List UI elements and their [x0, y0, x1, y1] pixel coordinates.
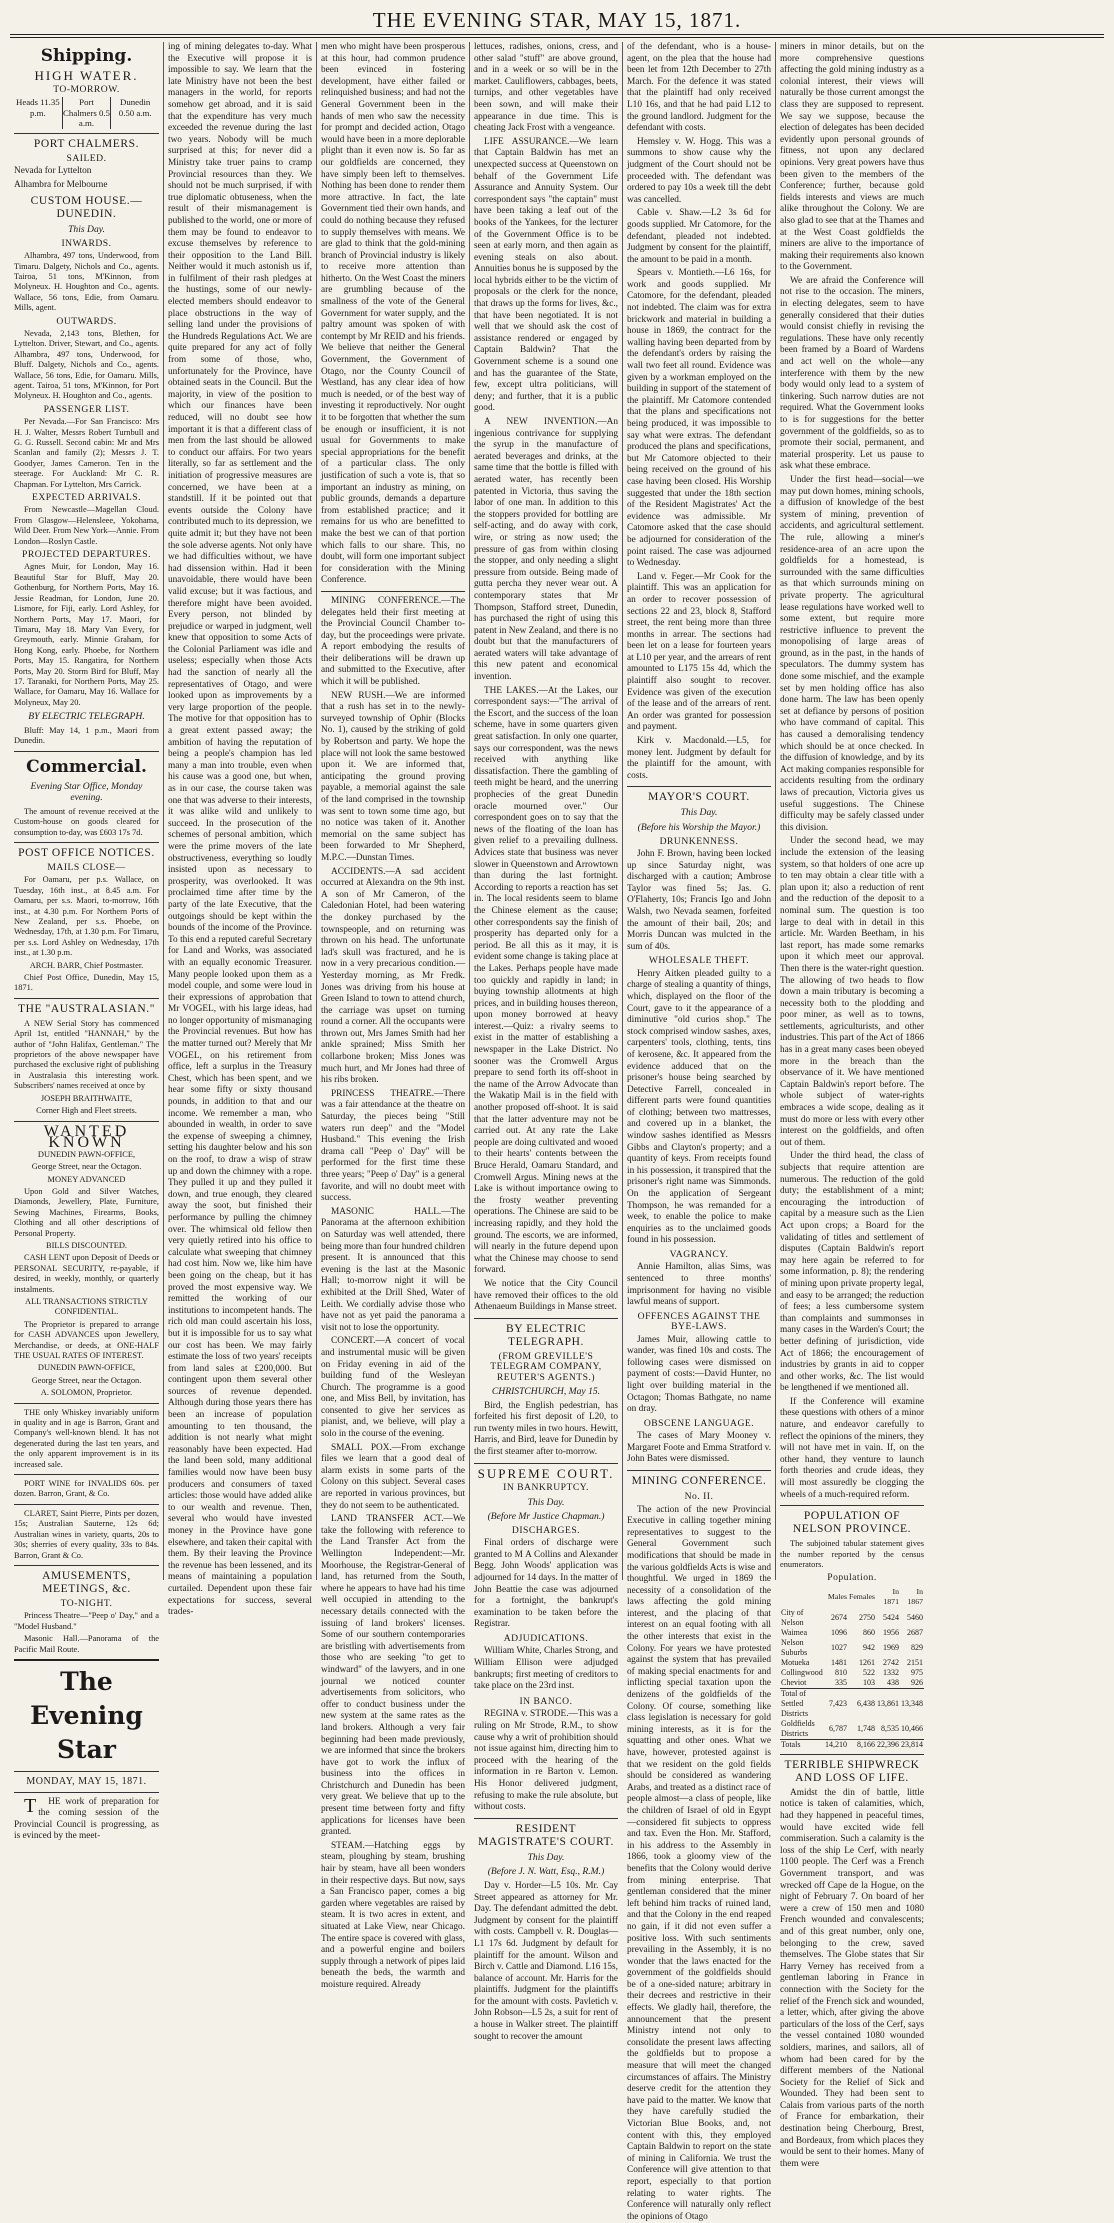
table-cell: 1027 [830, 1642, 847, 1652]
this-day-label: This Day. [680, 807, 718, 819]
table-cell: Collingwood [781, 1667, 823, 1677]
high-water-heading: HIGH WATER. [34, 68, 139, 83]
sailed-entry: Nevada for Lyttelton [14, 165, 92, 176]
christchurch-dateline: CHRISTCHURCH, May 15. [491, 1385, 601, 1397]
table-cell: 6,787 [828, 1723, 847, 1733]
vagrancy-label: VAGRANCY. [669, 1249, 729, 1260]
commercial-office: Evening Star Office, Monday evening. [30, 780, 143, 804]
sailed-label: SAILED. [66, 152, 107, 164]
table-cell: 22,396 [876, 1739, 899, 1749]
table-cell: 2674 [830, 1612, 847, 1622]
table-cell: 23,814 [901, 1739, 923, 1749]
table-cell: 810 [834, 1667, 847, 1677]
bills-discounted: BILLS DISCOUNTED. [46, 1240, 127, 1250]
population-heading: POPULATION OF NELSON PROVINCE. [792, 1510, 912, 1536]
table-row [780, 1658, 924, 1668]
pawn-signature: A. SOLOMON, Proprietor. [40, 1388, 133, 1398]
city-council-note: We notice that the City Council have removed their offices to the old Athenaeum Buildings in Manse street. [474, 1278, 618, 1313]
mining-conference-cont: miners in minor details, but on the more comprehensive questions affecting the gold mining industry as a colonial interest, their views will naturally be those current amongst the class they are supposed to represent. We say we suppose, because the election of delegates has been decided evidently upon personal grounds of fitness, not upon any declared opinions. Very great powers have thus been given to the members of the Conference; further, because gold fields interests and views are much alike throughout the Colony. We are also glad to see that at the Thames and at the West Coast goldfields the miners are alive to the importance of making their requirements also known to the Government. [780, 42, 924, 273]
masthead-rule [10, 34, 1104, 38]
steam-note-cont: lettuces, radishes, onions, cress, and other salad "stuff" are above ground, and in a week or so will be in the market. Cauliflowers, cabbages, beets, turnips, and other vegetables have been sown, and will make their appearance in due time. This is cheating Jack Frost with a vengeance. [474, 42, 618, 134]
inwards-text: Alhambra, 497 tons, Underwood, from Timaru. Dalgety, Nichols and Co., agents. Tairoa, 51 tons, M'Kinnon, from Molyneux. H. Houghton and Co., agents. Wallace, 56 tons, Edie, from Oamaru. Mills, agent. [14, 251, 159, 313]
claret-ad: CLARET, Saint Pierre, Pints per dozen, 15s; Australian Sauterne, 12s 6d; Australian wines in variety, quarts, 20s to 30s; sherries of every quality, 33s to 84s. Barron, Grant & Co. [14, 1508, 159, 1560]
shipping-heading: Shipping. [40, 46, 133, 66]
table-cell: 829 [911, 1642, 923, 1652]
theft-text: Henry Aitken pleaded guilty to a charge of stealing a quantity of things, which, displayed on the floor of the Court, gave to it the appearance of a diminutive "old curios shop." The stock comprised window sashes, axes, carpenters' tools, clothing, tents, tins of kerosene, &c. It appeared from the evidence adduced that on the prisoner's house being searched by Detective Farrell, concealed in different parts were found quantities of clothing; between two mattresses, and covered up in a blanket, the window sashes identified as Messrs Gibbs and Clayton's property; and a quantity of keys. From receipts found in his possession, it transpired that the prisoner's right name was Simmonds. On the application of Sergeant Thompson, he was remanded for a week, to enable the police to make enquiries as to the unclaimed goods found in his possession. [627, 968, 771, 1246]
money-advanced: MONEY ADVANCED [47, 1174, 126, 1184]
divider [627, 786, 771, 787]
court-case: Land v. Feger.—Mr Cook for the plaintiff. This was an application for an order to recover possession of sections 22 and 23, block 8, Stafford street, the rent being more than three months in arrear. The sections had been let on a lease for fourteen years at L10 per year, and the arrears of rent amounted to L175 15s 4d, which the plaintiff also sought to recover. Evidence was given of the execution of the lease and of the arrears of rent. An order was granted for possession and payment. [627, 571, 771, 733]
new-invention-note: A NEW INVENTION.—An ingenious contrivance for supplying the syrup in the manufacture of aerated beverages and drinks, at the same time that the bottle is filled with aerated water, has recently been patented in Victoria, thus saving the labor of one man. In addition to this the stoppers provided for bottling are self-acting, and do away with cork, wire, or string as now used; the pressure of gas from within closing the stopper, and only needing a slight pressure from outside. Being made of gutta percha they never wear out. A contemporary states that Mr Thompson, Stafford street, Dunedin, has purchased the right of using this patent in New Zealand, and there is no doubt but that the manufacturers of aerated waters will take advantage of this new patent and economical invention. [474, 417, 618, 683]
tide-port-chalmers: Port Chalmers 0.5 a.m. [63, 97, 110, 128]
offences-label: OFFENCES AGAINST THE BYE-LAWS. [637, 1310, 761, 1333]
whisky-ad: THE only Whiskey invariably uniform in quality and in age is Barron, Grant and Company's well-known blend. It has not degenerated during the last ten years, and the only apparent improvement is in its increased sale. [14, 1407, 159, 1469]
divider [780, 1505, 924, 1506]
tide-dunedin: Dunedin 0.50 a.m. [110, 97, 159, 129]
expected-text: From Newcastle—Magellan Cloud. From Glasgow—Helensleee, Yokohama, Wild Deer. From New York—Annie. From London—Roslyn Castle. [14, 505, 159, 546]
table-row-total [780, 1739, 924, 1750]
post-text: For Oamaru, per p.s. Wallace, on Tuesday, 16th inst., at 8.45 a.m. For Oamaru, per s.s. Maori, to-morrow, 16th inst., at 4.30 p.m. For Northern Ports of New Zealand, per s.s. Phoebe, on Wednesday, 17th, at 1.30 p.m. For Timaru, per s.s. Lord Ashley on Wednesday, 17th inst., at 1.30 p.m. [14, 875, 159, 958]
table-cell: 14,210 [824, 1739, 847, 1749]
port-chalmers-heading: PORT CHALMERS. [33, 137, 140, 150]
tide-table [14, 97, 159, 129]
pawn-office-address: George Street, near the Octagon. [31, 1162, 142, 1172]
table-cell: 1332 [882, 1667, 899, 1677]
masonic-hall-note: MASONIC HALL.—The Panorama at the afternoon exhibition on Saturday was well attended, there being more than four hundred children present. It is announced that this evening is the last at the Masonic Hall; to-morrow night it will be exhibited at the Drill Shed, Water of Leith. We cordially advise those who have not as yet paid the panorama a visit not to lose the opportunity. [321, 1206, 465, 1333]
bankruptcy-label: IN BANKRUPTCY. [503, 1482, 589, 1494]
court-case: Spears v. Montieth.—L6 16s, for work and goods supplied. Mr Catomore, for the defendant, pleaded not indebted. The claim was for extra brickwork and material in building a house in 1869, the contract for the walling having been departed from by the defendant's orders by raising the wall two feet all round. Evidence was given by a workman employed on the building in support of the statement of the plaintiff. Mr Catomore contended that the plans and specifications not being produced, it was impossible to say what were extras. The defendant produced the plans and specifications, but Mr Catomore objected to their being received on the ground of his case having been closed. His Worship suggested that under the 18th section of the Resident Magistrates' Act the evidence was admissible. Mr Catomore asked that the case should be adjourned for consideration of the point raised. The case was adjourned to Wednesday. [627, 268, 771, 569]
discharges-text: Final orders of discharge were granted to M A Collins and Alexander Begg. John Woods' application was adjourned for 14 days. In the matter of John Beattie the case was adjourned for a fortnight, the bankrupt's examination to be taken before the Registrar. [474, 1538, 618, 1630]
tide-heads: Heads 11.35 p.m. [16, 97, 60, 118]
this-day-label: This Day. [527, 1496, 565, 1508]
table-cell: 1969 [882, 1642, 899, 1652]
divider [474, 1318, 618, 1319]
column-2 [163, 42, 316, 1618]
mails-close-label: MAILS CLOSE— [47, 861, 126, 873]
mining-conference-text: Under the third head, the class of subjects that require attention are numerous. The reduction of the gold duty; the establishment of a mint; encouraging the introduction of capital by a measure such as the Lien Act upon crops; a Board for the validating of titles and settlement of disputes (Captain Baldwin's report may here again be referred to for some information, p. 8); the rendering of mining upon private property legal, and easy to be arranged; the reduction of fees; a less cumbersome system than complaints and summonses in many cases in the Warden's Court; the better defining of jurisdiction, vide Act of 1866; the encouragement of industries by grants in aid to copper and other works, &c. The list would be lengthened if we mentioned all. [780, 1151, 924, 1394]
pawn-office-text: Upon Gold and Silver Watches, Diamonds, Jewellery, Plate, Furniture, Sewing Machines, Firearms, Books, Clothing and all other descriptions of Personal Property. [14, 1186, 159, 1238]
table-cell: 1956 [882, 1627, 899, 1637]
obscene-language-label: OBSCENE LANGUAGE. [643, 1417, 755, 1429]
column-5 [622, 42, 775, 2222]
table-header: Males [827, 1591, 847, 1601]
masthead: THE EVENING STAR, MAY 15, 1871. [372, 8, 742, 32]
australasian-signature: JOSEPH BRAITHWAITE, [40, 1093, 133, 1103]
telegraph-source: (FROM GREVILLE'S TELEGRAM COMPANY, REUTER'S AGENTS.) [490, 1350, 602, 1383]
sailed-entry: Alhambra for Melbourne [14, 179, 108, 190]
table-cell: 1261 [858, 1657, 875, 1667]
court-case: Cable v. Shaw.—L2 3s 6d for goods supplied. Mr Catomore, for the defendant, pleaded not indebted. Judgment by consent for the plaintiff, the amount to be paid in a month. [627, 208, 771, 265]
telegraph-text: Bluff: May 14, 1 p.m., Maori from Dunedin. [14, 725, 159, 746]
divider [14, 842, 159, 843]
table-cell: 8,535 [880, 1723, 899, 1733]
table-cell: 2687 [907, 1627, 923, 1637]
australasian-heading: THE "AUSTRALASIAN." [17, 1002, 156, 1015]
supreme-court-heading: SUPREME COURT. [477, 1465, 615, 1481]
table-row [780, 1628, 924, 1638]
table-row [780, 1668, 924, 1678]
divider [14, 998, 159, 999]
table-cell: 5424 [882, 1612, 899, 1622]
outwards-label: OUTWARDS. [56, 315, 117, 327]
drunkenness-label: DRUNKENNESS. [659, 835, 739, 847]
table-cell: 335 [834, 1677, 847, 1687]
proprietor-text: The Proprietor is prepared to arrange for CASH ADVANCES upon Jewellery, Merchandise, or deeds, at ONE-HALF THE USUAL RATES OF INTEREST. [14, 1319, 159, 1360]
resident-magistrate-text: Day v. Horder—L5 10s. Mr. Cay Street appeared as attorney for Mr. Day. The defendant admitted the debt. Judgment by consent for the plaintiff with costs. Campbell v. R. Douglas—L1 17s 6d. Judgment by default for plaintiff for the amount. Wilson and Birch v. Cattle and Diamond. L16 15s, balance of account. Mr. Harris for the plaintiffs. Judgment for the plaintiffs for the amount with costs. Pavletich v. John Robson—L5 2s, a suit for rent of a house in Walker street. The plaintiff sought to recover the amount [474, 1880, 618, 2042]
passenger-text: Per Nevada.—For San Francisco: Mrs H. J. Walter, Messrs Robert Turnbull and G. G. Russell. Second cabin: Mr and Mrs Scanlan and family (2); Messrs J. T. Goodyer, James Cameron. Ten in the steerage. For Auckland: Mr C. R. Chapman. For Lyttelton, Mrs Carrick. [14, 417, 159, 489]
projected-text: Agnes Muir, for London, May 16. Beautiful Star for Bluff, May 20. Gothenburg, for Northern Ports, May 16. Jessie Readman, for London, June 20. Lismore, for Fiji, early. Lord Ashley, for Northern Ports, May 17. Maori, for Timaru, May 18. Mary Van Every, for Greymouth, early. Minnie Graham, for Hong Kong, early. Phoebe, for Northern Ports, May 15. Rangatira, for Northern Ports, May 20. Storm Bird for Bluff, May 17. Taranaki, for Northern Ports, May 25. Wallace, for Oamaru, May 16. Wallace for Molyneux, May 20. [14, 562, 159, 707]
lakes-note: THE LAKES.—At the Lakes, our correspondent says:—"The arrival of the Escort, and the success of the loan scheme, have in some quarters given great satisfaction. In only one quarter, says our correspondent, was the news received with anything like dissatisfaction. There the gambling of teeth might be heard, and the unerring prophecies of the great Dunedin oracle mourned over." Our correspondent goes on to say that the news of the floating of the loan has given relief to a prevailing dullness. Advices state that business was never slower in Queenstown and Arrowtown than during the last fortnight. According to reports a reaction has set in. The local residents seem to blame the Chinese element as the cause; other correspondents say the finish of prosperity has departed only for a period. Be all this as it may, it is evident some change is taking place at the Lakes. Perhaps people have made too quickly and rapidly in land; in buying township allotments at high prices, and in building houses thereon, upon money borrowed at heavy interest.—Quiz: a rivalry seems to exist in the matter of establishing a newspaper in the Lake District. No sooner was the Cromwell Argus prepare to send forth its off-shoot in the name of the Arrow Advocate than the Wakatip Mail is in the field with another proposed off-shoot. It is said that the latter adventure may not be carried out. At any rate the Lake people are doing cultivated and wooed to their hearts' contents between the Bruce Herald, Oamaru Standard, and Cromwell Argus. Mining news at the Lake is without importance owing to the frosty weather preventing operations. The Chinese are said to be increasing rapidly, and they hold the ground. The escorts, we are informed, will nearly in the future depend upon what the Chinese may choose to send forward. [474, 685, 618, 1276]
pawn-office-title-2: DUNEDIN PAWN-OFFICE, [37, 1363, 136, 1373]
table-cell: 438 [886, 1677, 899, 1687]
table-cell: 1481 [830, 1657, 847, 1667]
column-3 [316, 42, 469, 1990]
mining-conference-text: The action of the new Provincial Executive in calling together mining representatives to suggest to the General Government such modifications that should be made in the various goldfields Acts is wise and thoughtful. We urged in 1869 the necessity of a consolidation of the laws affecting the gold mining interest, and the placing of that interest on an equal footing with all the other interests that exist in the Colony. For years we have protested against the system that has prevailed of making special enactments for and inflicting special taxation upon the denizens of the goldfields of the Colony. Of course, something like class legislation is necessary for gold mining interests, as it is for the squatting and other ones. What we have, however, protested against is that we resident on the gold fields should be considered as wandering Arabs, and treated as a distinct race of people almost—a class of people, like the children of Israel of old in Egypt—considered fit subjects to oppress and tax. Even the Hon. Mr. Stafford, in his address to the Assembly in 1866, took a gloomy view of the benefits that the Colony would derive from mining enterprise. That gentleman considered that the miner left behind him tracks of ruined land, and that the Colony in the end reaped no gain, if it did not even suffer a positive loss. With such sentiments prevailing in the Assembly, it is no wonder that the laws enacted for the government of the goldfields should be of a one-sided nature; arbitrary in their decrees and restrictive in their effects. We gladly hail, therefore, the announcement that the present Ministry intend not only to consolidate the present laws affecting the goldfields but to propose a measure that will meet the changed circumstances of affairs. The Ministry deserve credit for the attention they have paid to the matter. We know that they have carefully studied the Victorian Blue Books, and, not content with this, they employed Captain Baldwin to report on the state of mining in California. We trust the Conference will give attention to that report, especially to that portion relating to water rights. The Conference will naturally only reflect the opinions of Otago [627, 1504, 771, 2222]
outwards-text: Nevada, 2,143 tons, Blethen, for Lyttelton. Driver, Stewart, and Co., agents. Alhambra, 497 tons, Underwood, for Bluff. Dalgety, Nichols and Co., agents. Wallace, 56 tons, Edie, for Oamaru. Mills, agent. Tairoa, 51 tons, M'Kinnon, for Port Molyneux. H. Houghton and Co., agents. [14, 328, 159, 401]
table-cell: 10,466 [901, 1723, 923, 1733]
shipwreck-text: Amidst the din of battle, little notice is taken of calamities, which, had they happened in peaceful times, would have excited wide fell commiseration. Such a calamity is the loss of the ship Le Cerf, with nearly 1100 people. The Cerf was a French Government transport, and was wrecked off Cape de la Hogue, on the night of February 7. On board of her were a crew of 150 men and 1080 French wounded and convalescents; and of this great number, only one, belonging to the crew, saved themselves. The Globe states that Sir Harry Verney has received from a gentleman laboring in France in connection with the Society for the relief of the French sick and wounded, a letter, which, after giving the above particulars of the loss of the Cerf, says the vessel contained 1080 wounded soldiers, marines, and sailors, all of whom had been cared for by the different members of the National Society for the Relief of Sick and Wounded. They had been sent to Calais from various parts of the north of France for embarkation, their destination being Cherbourg, Brest, and Bordeaux, from which places they would be sent to their homes. Many of them were [780, 1787, 924, 2169]
column-6 [775, 42, 928, 2169]
table-cell: Cheviot [781, 1677, 807, 1687]
divider [14, 133, 159, 134]
table-cell: Total of Settled Districts [780, 1688, 824, 1719]
divider [474, 1818, 618, 1819]
new-rush-note: NEW RUSH.—We are informed that a rush has set in to the newly-surveyed township of Ophir (Blocks No. 1), caused by the striking of gold by Robertson and party. We hope the place will not look the same bestowed upon it. We are informed that, anticipating the ground proving payable, a memorial against the sale of the land comprised in the township was sent to town some time ago, but no notice was taken of it. Another memorial on the same subject has been forwarded to Mr Shepherd, M.P.C.—Dunstan Times. [321, 690, 465, 863]
table-cell: 2742 [882, 1657, 899, 1667]
mining-conference-heading: MINING CONFERENCE. [631, 1474, 767, 1487]
table-cell: 860 [862, 1627, 875, 1637]
population-intro: The subjoined tabular statement gives the number reported by the census enumerators. [780, 1539, 924, 1570]
court-case: Hemsley v. W. Hogg. This was a summons to show cause why the judgment of the Court should not be proceeded with. The defendant was ordered to pay 10s a week till the debt was cancelled. [627, 136, 771, 205]
telegraph-label: BY ELECTRIC TELEGRAPH. [28, 711, 145, 723]
this-day-label: This Day. [527, 1851, 565, 1863]
this-day-label: This Day. [68, 224, 105, 236]
adjudications-text: William White, Charles Strong, and William Ellison were adjudged bankrupts; first meeting of creditors to take place on the 23rd inst. [474, 1646, 618, 1692]
columns [10, 42, 1104, 2222]
divider [321, 591, 465, 592]
expected-arrivals-label: EXPECTED ARRIVALS. [31, 492, 142, 504]
table-cell: 13,861 [876, 1688, 900, 1719]
table-cell: 6,438 [848, 1688, 876, 1719]
table-cell: 103 [862, 1677, 875, 1687]
table-cell: Waimea [781, 1627, 808, 1637]
princess-theatre-note: PRINCESS THEATRE.—There was a fair attendance at the theatre on Saturday, the pieces being "Still waters run deep" and the "Model Husband." This evening the Irish drama call "Peep o' Day" will be performed for the first time these three years; "Peep o' Day" is a general favorite, and will no doubt meet with success. [321, 1088, 465, 1204]
table-header-row [780, 1586, 924, 1608]
column-4 [469, 42, 622, 2042]
table-row [780, 1638, 924, 1658]
leader-text: THE work of preparation for the coming session of the Provincial Council is progressing, as is evinced by the meet- [14, 1794, 159, 1842]
inwards-label: INWARDS. [61, 237, 112, 249]
table-row [780, 1608, 924, 1628]
court-case-cont: of the defendant, who is a house-agent, on the plea that the house had been let from 12th December to 27th March. For the defence it was stated that the plaintiff had only received L10 16s, and that he had paid L12 to the ground landlord. Judgment for the defendant with costs. [627, 42, 771, 134]
australasian-address: Corner High and Fleet streets. [36, 1106, 137, 1116]
before-justice: (Before Mr Justice Chapman.) [487, 1511, 605, 1523]
pawn-office-title: DUNEDIN PAWN-OFFICE, [37, 1149, 136, 1159]
divider [14, 1504, 159, 1505]
table-cell: 13,348 [900, 1688, 924, 1719]
leader-text: men who might have been prosperous at this hour, had common prudence been evinced in fostering development, have either failed or relinquished business; and had not the General Government been in the hands of men who saw the necessity for prompt and decided action, Otago would have been in a more deplorable plight than it even now is. So far as our goldfields are concerned, they have simply been left to themselves. Nothing has been done to render them more attractive. In fact, the late Government tied their own hands, and could do nothing because they refused to supply themselves with means. We are glad to think that the gold-mining branch of Provincial industry is likely to receive more attention than hitherto. On the West Coast the miners are grumbling because of the smallness of the vote of the General Government for water supply, and the paltry amount was spoken of with contempt by Mr REID and his friends. We believe that neither the General Government, the Government of Otago, nor the County Council of Westland, has any clear idea of how much is needed, or of the best way of investing it reproductively. Nor ought it to be forgotten that whether the sum be enough or insufficient, it is not usual for Governments to make special appropriations for the benefit of a particular class. The only justification of such a vote is, that so important an industry as mining, on public grounds, demands a departure from established practice; and it remains for us who are benefitted to make the best we can of that portion which falls to our share. This, no doubt, will form one important subject for consideration with the Mining Conference. [321, 42, 465, 586]
table-cell: Nelson Suburbs [781, 1637, 808, 1657]
obscene-text: The cases of Mary Mooney v. Margaret Foote and Emma Stratford v. John Bates were dismissed. [627, 1431, 771, 1465]
post-office-heading: POST OFFICE NOTICES. [18, 846, 155, 859]
shipwreck-heading: TERRIBLE SHIPWRECK AND LOSS OF LIFE. [784, 1758, 920, 1784]
table-cell: 975 [911, 1667, 923, 1677]
evening-star-title: The Evening Star [30, 1666, 143, 1764]
post-signature: ARCH. BARR, Chief Postmaster. [29, 960, 144, 970]
table-cell: Totals [780, 1739, 824, 1750]
column-1 [10, 42, 163, 1842]
table-header: In 1871 [883, 1586, 899, 1606]
table-cell: 942 [862, 1642, 875, 1652]
table-cell: 2151 [907, 1657, 923, 1667]
table-row [780, 1678, 924, 1689]
mayors-court-heading: MAYOR'S COURT. [648, 791, 750, 804]
mining-conference-text: If the Conference will examine these questions with others of a minor nature, and endeavor carefully to reflect the opinions of the miners, they will not have met in vain. If, on the other hand, they venture to launch forth theories and crude ideas, they will most assuredly be clogging the wheels of a much-required reform. [780, 1396, 924, 1500]
table-cell: 1096 [830, 1627, 847, 1637]
population-caption: Population. [827, 1572, 877, 1584]
in-banco-label: IN BANCO. [519, 1695, 573, 1707]
population-table [780, 1586, 924, 1750]
passenger-list-label: PASSENGER LIST. [43, 403, 130, 415]
cash-lent: CASH LENT upon Deposit of Deeds or PERSONAL SECURITY, re-payable, if desired, in weekly, monthly, or quarterly instalments. [14, 1253, 159, 1294]
amusement-entry: Princess Theatre—"Peep o' Day," and a "Model Husband." [14, 1611, 159, 1631]
table-cell: 8,166 [848, 1739, 876, 1750]
table-cell: City of Nelson [781, 1607, 804, 1627]
resident-magistrate-heading: RESIDENT MAGISTRATE'S COURT. [478, 1822, 614, 1848]
custom-house-heading: CUSTOM HOUSE.—DUNEDIN. [30, 195, 143, 221]
commercial-heading: Commercial. [26, 756, 147, 777]
divider [780, 1754, 924, 1755]
table-header: Females [848, 1591, 875, 1601]
table-cell: 7,423 [824, 1688, 848, 1719]
offences-text: James Muir, allowing cattle to wander, was fined 10s and costs. The following cases were dismissed on payment of costs:—David Hunter, no light over building material in the Octagon; Thomas Bathgate, no name on dray. [627, 1334, 771, 1415]
in-banco-text: REGINA v. STRODE.—This was a ruling on Mr Strode, R.M., to show cause why a writ of prohibition should not issue against him, directing him to proceed with the hearing of the information in re Barton v. Lemon. His Honor delivered judgment, refusing to make the rule absolute, but without costs. [474, 1709, 618, 1813]
telegraph-heading: BY ELECTRIC TELEGRAPH. [506, 1322, 586, 1348]
mining-conference-text: Under the second head, we may include the extension of the leasing system, so that holders of one acre up to ten may obtain a clear title with a plan upon it; also a reduction of rent and the reduction of the deposit to a nominal sum. The question is too large to deal with in detail in this article. Mr. Warden Beetham, in his last report, has made some remarks upon it which meet our approval. Then there is the water-right question. The allowing of two heads to flow down a main tributary is becoming a necessity both to the plodding and poor miner, as well as to towns, settlements, agriculturists, and other industries. This part of the Act of 1866 has in a great many cases been obeyed more in the breach than the observance of it. We have mentioned Captain Baldwin's report before. The whole subject of water-rights embraces a wide scope, dealing as it must do more or less with every other interest on the goldfields, and often out of them. [780, 836, 924, 1148]
divider [14, 1792, 159, 1793]
discharges-label: DISCHARGES. [511, 1524, 581, 1536]
drunkenness-text: John F. Brown, having been locked up since Saturday night, was discharged with a caution; Ambrose Taylor was fined 5s; Jas. G. O'Flaherty, 10s; Francis Igo and John Walsh, two Nevada seamen, forfeited the amount of their bail, 20s; and Morris Duncan was mulcted in the sum of 40s. [627, 849, 771, 952]
projected-departures-label: PROJECTED DEPARTURES. [22, 549, 151, 561]
australasian-text: A NEW Serial Story has commenced April 1st, entitled "HANNAH," by the author of "John Halifax, Gentleman." The proprietors of the above newspaper have purchased the exclusive right of publishing in Australasia this interesting work. Subscribers' names received at once by [14, 1018, 159, 1091]
table-cell: 5460 [907, 1612, 923, 1622]
table-cell: 1,748 [856, 1723, 875, 1733]
vagrancy-text: Annie Hamilton, alias Sims, was sentenced to three months' imprisonment for having no visible lawful means of support. [627, 1262, 771, 1308]
divider [14, 751, 159, 752]
divider [14, 1474, 159, 1475]
divider [627, 1470, 771, 1471]
port-wine-ad: PORT WINE for INVALIDS 60s. per dozen. Barron, Grant, & Co. [14, 1479, 159, 1499]
adjudications-label: ADJUDICATIONS. [503, 1633, 589, 1645]
before-mayor: (Before his Worship the Mayor.) [637, 822, 761, 833]
tonight-label: TO-NIGHT. [60, 1597, 113, 1609]
divider [14, 1565, 159, 1566]
strictly-confidential: ALL TRANSACTIONS STRICTLY CONFIDENTIAL. [25, 1296, 148, 1317]
mining-conference-text: Under the first head—social—we may put down homes, mining schools, a diffusion of knowledge of the best system of mining, prevention of accidents, and agricultural settlement. The rule, allowing a miner's residence-area of an acre upon the goldfields for a homestead, is surrounded with the same difficulties as that which surrounds mining on private property. The agricultural lease regulations have worked well to some extent, but require more restrictive influence to prevent the monopolising of large areas of ground, as in the past, in the hands of speculators. The dummy system has done some mischief, and the example set by men holding office has also done harm. The law has been openly set at defiance by persons of position who have command of capital. This has caused a demoralising tendency which should be at once checked. In the diffusion of knowledge, and by its Act making companies responsible for accidents resulting from the ordinary laws of precaution, Victoria gives us useful suggestions. The Chinese difficulty may be safely classed under this division. [780, 474, 924, 833]
tomorrow-label: TO-MORROW. [53, 83, 120, 95]
christchurch-text: Bird, the English pedestrian, has forfeited his first deposit of L20, to run twenty miles in two hours. Hewitt, Harris, and Bird, leave for Dunedin by the first steamer after to-morrow. [474, 1400, 618, 1457]
concert-note: CONCERT.—A concert of vocal and instrumental music will be given on Friday evening in aid of the building fund of the Wesleyan Church. The programme is a good one, and Miss Bell, by invitation, has consented to give her services as pianist, and, we believe, will play a solo in the course of the evening. [321, 1336, 465, 1440]
mining-conference-text: We are afraid the Conference will not rise to the occasion. The miners, in electing delegates, seem to have generally considered that their duties would consist chiefly in revising the regulations. These have only recently been framed by a Board of Wardens and act well on the whole—any interference with them by the new body would only lead to a system of tinkering. Such narrow duties are not required. What the Government looks to is for suggestions for the better government of the goldfields, so as to promote their social, permanent, and material prosperity. Let us pause to ask what these embrace. [780, 275, 924, 472]
mining-conference-note: MINING CONFERENCE.—The delegates held their first meeting at the Provincial Council Chamber to-day, but the proceedings were private. A report embodying the results of their deliberations will be drawn up and submitted to the Executive, after which it will be published. [321, 595, 465, 688]
table-cell: 2750 [858, 1612, 875, 1622]
table-header [780, 1586, 824, 1608]
table-cell: 522 [862, 1667, 875, 1677]
table-header: In 1867 [907, 1586, 923, 1606]
land-transfer-note: LAND TRANSFER ACT.—We take the following with reference to the Land Transfer Act from the Wellington Independent:—Mr. Moorhouse, the Registrar-General of land, has returned from the South, where he appears to have had his time well occupied in attending to the necessary details connected with the issuing of land brokers' licenses. Some of our southern contemporaries are bristling with advertisements from those who are seeking "to get to windward" of the lawyers, and in one journal we noticed counter advertisements from solicitors, who offer to conduct business under the new system at the same rates as the land brokers. Although a very fair beginning had been made previously, we are informed that since the brokers have got to work the influx of business into the offices in Christchurch and Dunedin has been very great. We believe that up to the present time between forty and fifty applications for licenses have been granted. [321, 1514, 465, 1838]
table-cell: 926 [911, 1677, 923, 1687]
amusements-heading: AMUSEMENTS, MEETINGS, &c. [42, 1569, 131, 1595]
table-row [780, 1719, 924, 1740]
small-pox-note: SMALL POX.—From exchange files we learn that a good deal of alarm exists in some parts of the Colony on this subject. Several cases are reported in various provinces, but they do not seem to be authenticated. [321, 1442, 465, 1511]
wanted-known-heading: WANTED KNOWN [43, 1122, 130, 1152]
issue-date: MONDAY, MAY 15, 1871. [26, 1775, 147, 1787]
accidents-note: ACCIDENTS.—A sad accident occurred at Alexandra on the 9th inst. A son of Mr Cameron, of the Caledonian Hotel, had been watering the donkey purchased by the townspeople, and on returning was thrown on his head. The unfortunate lad's skull was fractured, and he is now in a very precarious condition.—Yesterday morning, as Mr Fredk. Jones was driving from his house at Green Island to town to attend church, the carriage was upset on turning round a corner. All the occupants were thrown out, Mrs James Smith had her ankle sprained; Miss Smith her collarbone broken; Miss Jones was much hurt, and Mr Jones had three of his ribs broken. [321, 866, 465, 1086]
life-assurance-note: LIFE ASSURANCE.—We learn that Captain Baldwin has met an unexpected success at Queenstown on behalf of the Government Life Assurance and Annuity System. Our correspondent says "the captain" must have been taking a leaf out of the books of the Yankees, for the lecturer of the Government Office is to be seen at early morn, and then again as evening steals on also about. Annuities bonus he is supposed by the local hybrids either to be the victim of proposals or the clerk for the nonce, that draws up the forms for lives, &c., that have been negotiated. It is not well that we should ask the cost of assistance rendered or engaged by Captain Baldwin? That the Government scheme is a sound one and has the guarantee of the State, few, except ultra politicians, will deny; and further, that it is a public good. [474, 136, 618, 414]
divider [14, 1121, 159, 1122]
table-row-total [780, 1688, 924, 1719]
mining-conference-number: No. II. [684, 1490, 714, 1502]
court-case: Kirk v. Macdonald.—L5, for money lent. Judgment by default for the plaintiff for the amount, with costs. [627, 736, 771, 781]
divider [474, 1463, 618, 1464]
before-magistrate: (Before J. N. Watt, Esq., R.M.) [487, 1866, 605, 1878]
divider [14, 1659, 159, 1661]
steam-note: STEAM.—Hatching eggs by steam, ploughing by steam, brushing hair by steam, have all been wonders in their respective days. But now, says a San Francisco paper, comes a big garden where vegetables are raised by steam. It is two acres in extent, and situated at Lake View, near Chicago. The entire space is covered with glass, and a powerful engine and boilers supply through a network of pipes laid beneath the beds, the warmth and moisture required. Already [321, 1840, 465, 1990]
amusement-entry: Masonic Hall.—Panorama of the Pacific Mail Route. [14, 1634, 159, 1654]
wholesale-theft-label: WHOLESALE THEFT. [648, 955, 750, 967]
table-cell: Motueka [781, 1657, 810, 1667]
divider [14, 1771, 159, 1772]
divider [14, 1403, 159, 1404]
commercial-text: The amount of revenue received at the Custom-house on goods cleared for consumption to-day, was £603 17s 7d. [14, 806, 159, 837]
table-cell: Goldfields Districts [781, 1718, 815, 1738]
post-signature-2: Chief Post Office, Dunedin, May 15, 1871. [14, 973, 159, 993]
pawn-office-address-2: George Street, near the Octagon. [31, 1375, 142, 1385]
leader-text: ing of mining delegates to-day. What the Executive will propose it is impossible to say. We learn that the late Ministry have not been the best managers in the world, for reports somehow get abroad, and it is said that the expenditure has very much exceeded the revenue during the last two years. Nobody will be much surprised at this; for never did a Ministry take truer pains to cramp Provincial resources than they. We should not be much surprised, if with true diplomatic obtuseness, when the result of their mismanagement is published to the world, one or more of them may be found to endeavor to excuse themselves by reference to their opposition to the Land Bill. Neither would it much astonish us if, in fulfilment of their rash pledges at the hustings, some of our newly-elected members should endeavor to place obstructions in the way of selling land under the provisions of the Hundreds Regulations Act. We are quite prepared for any act of folly from some of those, who, unfortunately for the Province, have obtained seats in the Council. But the majority, in view of the position to which our finances have been reduced, will no doubt see how important it is that a different class of men from the last should be allowed to conduct our affairs. For two years literally, so far as settlement and the initiation of progressive measures are concerned, we have been at a standstill. If it be pointed out that events outside the Colony have contributed much to its depression, we quite admit it; but they have not been the sole adverse agents. Not only have we had difficulties without, we have had dissension within. Had it been unavoidable, there would have been valid excuse; but it was factious, and therefore might have been avoided. Every person, not blinded by prejudice or warped in judgment, well knew that opposition to some Acts of the Colonial Parliament was idle and useless; especially when those Acts had the sanction of nearly all the representatives of Otago, and were looked upon as improvements by a very large proportion of the people. The motive for that opposition has to a great extent passed away; the ambition of having the reputation of being a people's champion has led many a man into trouble, even when his cause was a good one, but when, as in our case, the course taken was one that was adverse to their interests, it was alike wild and unlikely to succeed. In the prosecution of the schemes of personal ambition, which were the prime movers of the late obstructiveness, everything so loudly insisted upon as necessary to prosperity, was overlooked. It was proclaimed time after time by the party of the late Executive, that the outgoings should be kept within the bounds of the income of the Province. To this end a reputed careful Secretary for Land and Works, was associated with an equally economic Treasurer. Many people looked upon them as a model couple, and some were loud in their expressions of approbation that Mr VOGEL, with his large ideas, had no longer opportunity of mismanaging the Provincial revenues. But how has the matter turned out? Merely that Mr VOGEL, on his retirement from office, left a surplus in the Treasury Chest, which has been spent, and we hear some fifty or sixty thousand pounds, in addition to that and our income. We remember a man, who abounded in wealth, in order to save the expense of sweeping a chimney, setting his daughter below and his son on the roof, to draw a wisp of straw up and down the chimney with a rope. They pulled it up and they pulled it down, and true enough, they cleared away the soot, but finished their performance by pulling the chimney over. The whimsical old fellow then very quietly retired into his office to calculate what sweeping that chimney had cost him. Now we, like him have been going on the cheap, but it has proved the most expensive way. We remitted the working of our institutions to incompetent hands. The rich old man could ascertain his loss, but it is impossible for us to say what our cost has been. We may fairly estimate the loss of two years' receipts from land sales at £200,000. But contingent upon them several other sources of revenue depended. Although during those years there has been an increase of population amounting to ten thousand, the addition is not nearly what might reasonably have been expected. Had the land been sold, many additional families would now have been busy producers and consumers of taxed articles: those would have added alike to our wealth and revenue. Then, several who would have invested money in the Province have gone elsewhere, and taken their capital with them. By their leaving the Province the revenue has been lessened, and its means of maintaining a population curtailed. Dependent upon these fair expectations for success, several trades- [168, 42, 312, 1618]
